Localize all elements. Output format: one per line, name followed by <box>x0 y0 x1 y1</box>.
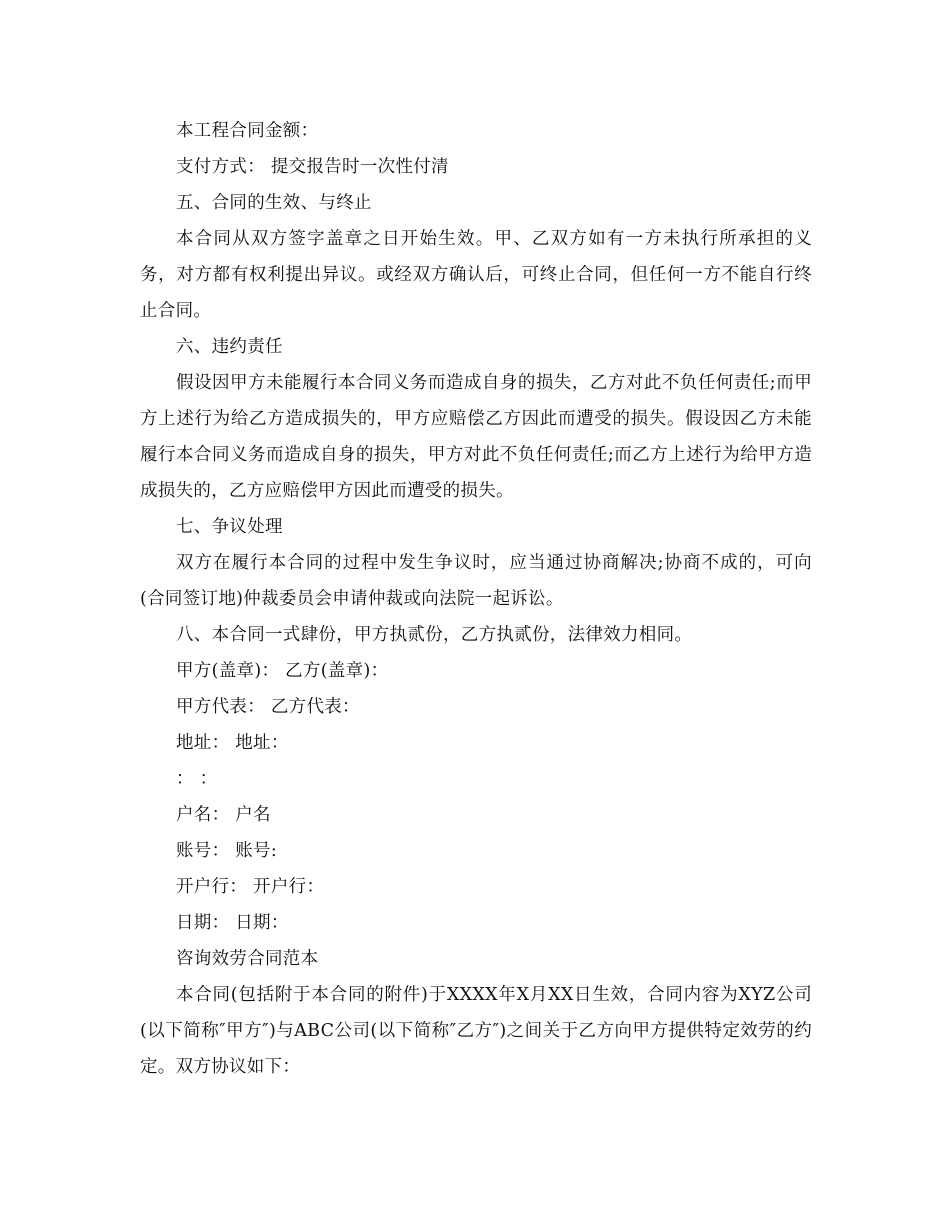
section-heading-effect-termination: 五、合同的生效、与终止 <box>176 193 372 213</box>
payment-method-line: 支付方式： 提交报告时一次性付清 <box>176 157 449 177</box>
section-heading-dispute: 七、争议处理 <box>176 517 283 537</box>
signature-representative-line: 甲方代表： 乙方代表： <box>176 697 360 717</box>
contract-amount-line: 本工程合同金额： <box>176 121 319 141</box>
signature-account-name-line: 户名： 户名 <box>176 805 271 825</box>
signature-seal-line: 甲方(盖章)： 乙方(盖章)： <box>176 661 389 681</box>
copies-clause: 八、本合同一式肆份，甲方执贰份，乙方执贰份，法律效力相同。 <box>176 625 693 645</box>
effect-termination-paragraph: 本合同从双方签字盖章之日开始生效。甲、乙双方如有一方未执行所承担的义务，对方都有权利提出异议。或经双方确认后，可终止合同，但任何一方不能自行终止合同。 <box>140 229 812 321</box>
section-heading-breach-liability: 六、违约责任 <box>176 337 283 357</box>
dispute-paragraph: 双方在履行本合同的过程中发生争议时，应当通过协商解决;协商不成的，可向(合同签订地)仲裁委员会申请仲裁或向法院一起诉讼。 <box>140 553 812 609</box>
consulting-contract-intro: 本合同(包括附于本合同的附件)于XXXX年X月XX日生效，合同内容为XYZ公司(以下简称″甲方″)与ABC公司(以下简称″乙方″)之间关于乙方向甲方提供特定效劳的约定。双方协议如下： <box>140 985 812 1077</box>
signature-account-number-line: 账号： 账号: <box>176 841 278 861</box>
signature-blank-line: ： ： <box>176 769 218 789</box>
consulting-contract-title: 咨询效劳合同范本 <box>176 949 319 969</box>
breach-liability-paragraph: 假设因甲方未能履行本合同义务而造成自身的损失，乙方对此不负任何责任;而甲方上述行为给乙方造成损失的，甲方应赔偿乙方因此而遭受的损失。假设因乙方未能履行本合同义务而造成自身的损失，甲方对此不负任何责任;而乙方上述行为给甲方造成损失的，乙方应赔偿甲方因此而遭受的损失。 <box>140 373 812 501</box>
document-body <box>140 113 812 1085</box>
signature-address-line: 地址： 地址： <box>176 733 289 753</box>
signature-bank-line: 开户行： 开户行： <box>176 877 325 897</box>
signature-date-line: 日期： 日期： <box>176 913 289 933</box>
